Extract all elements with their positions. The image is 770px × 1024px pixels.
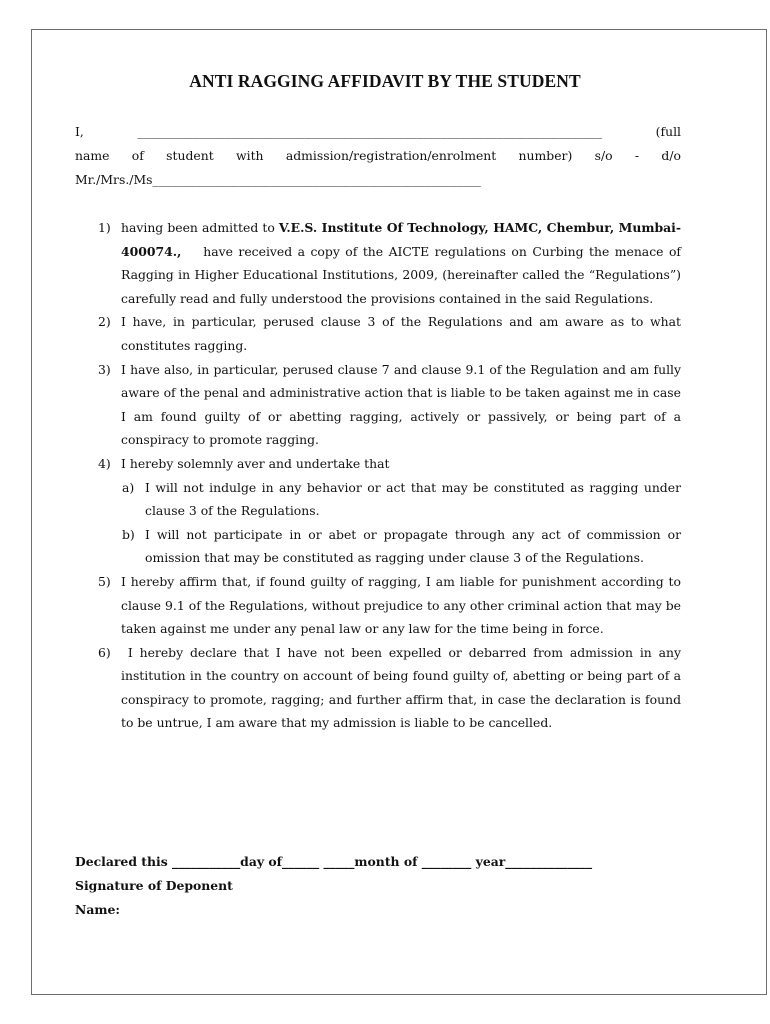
full-name-field[interactable]: ___________________________________________________________________________ <box>137 124 603 139</box>
item-number: 3) <box>98 361 111 377</box>
intro-line-1 <box>75 120 681 144</box>
item-number: 2) <box>98 314 111 330</box>
list-item <box>75 452 681 476</box>
list-item <box>75 570 681 641</box>
sub-list-item <box>75 476 681 523</box>
declaration-line[interactable]: Declared this ___________day of______ _____month of ________ year______________ <box>75 854 593 869</box>
undertakings-list <box>75 216 685 735</box>
item-letter: a) <box>122 479 135 495</box>
item-text: I hereby affirm that, if found guilty of ragging, I am liable for punishment according to clause 9.1 of the Regulations, without prejudice to any other criminal action that may be taken against me under any penal law or any law for the time being in force. <box>121 573 681 637</box>
item-text-pre: having been admitted to <box>121 220 279 235</box>
item-number: 5) <box>98 573 111 589</box>
intro-line-2: name of student with admission/registration/enrolment number) s/o - d/o <box>75 148 681 163</box>
signature-label: Signature of Deponent <box>75 878 233 893</box>
item-text-post: have received a copy of the AICTE regulations on Curbing the menace of Ragging in Higher Educational Institutions, 2009, (hereinafter called the “Regulations”) carefully read and fully understood the provisions contained in the said Regulations. <box>121 243 685 306</box>
document-title: ANTI RAGGING AFFIDAVIT BY THE STUDENT <box>189 71 581 91</box>
intro-line-3 <box>75 168 681 192</box>
item-text: I will not participate in or abet or propagate through any act of commission or omission that may be constituted as ragging under clause 3 of the Regulations. <box>145 526 681 566</box>
list-item <box>75 641 685 735</box>
name-label: Name: <box>75 902 120 917</box>
parent-name-field[interactable]: _____________________________________________________ <box>152 172 481 187</box>
item-text: I hereby solemnly aver and undertake that <box>121 455 390 471</box>
item-letter: b) <box>122 526 135 542</box>
item-text: I have, in particular, perused clause 3 of the Regulations and am aware as to what constitutes ragging. <box>121 314 681 353</box>
item-text: I will not indulge in any behavior or act that may be constituted as ragging under clause 3 of the Regulations. <box>145 479 681 519</box>
sub-list-item <box>75 523 681 570</box>
list-item <box>75 358 681 452</box>
parent-label: Mr./Mrs./Ms <box>75 172 153 187</box>
item-number: 1) <box>98 220 111 235</box>
intro-label-full: (full <box>602 124 681 139</box>
intro-label: I, <box>75 124 138 139</box>
item-number: 4) <box>98 455 111 471</box>
list-item <box>75 216 685 310</box>
item-text: I have also, in particular, perused clause 7 and clause 9.1 of the Regulation and am fully aware of the penal and administrative action that is liable to be taken against me in case I am found guilty of or abetting ragging, actively or passively, or being part of a conspiracy to promote ragging. <box>121 361 681 448</box>
institute-name: V.E.S. Institute Of Technology, HAMC, Chembur, Mumbai-400074., <box>121 220 681 259</box>
list-item <box>75 310 681 357</box>
item-text: I hereby declare that I have not been expelled or debarred from admission in any institution in the country on account of being found guilty of, abetting or being part of a conspiracy to promote, ragging; and further affirm that, in case the declaration is found to be untrue, I am aware that my admission is liable to be cancelled. <box>121 644 685 731</box>
item-number: 6) <box>98 644 111 660</box>
